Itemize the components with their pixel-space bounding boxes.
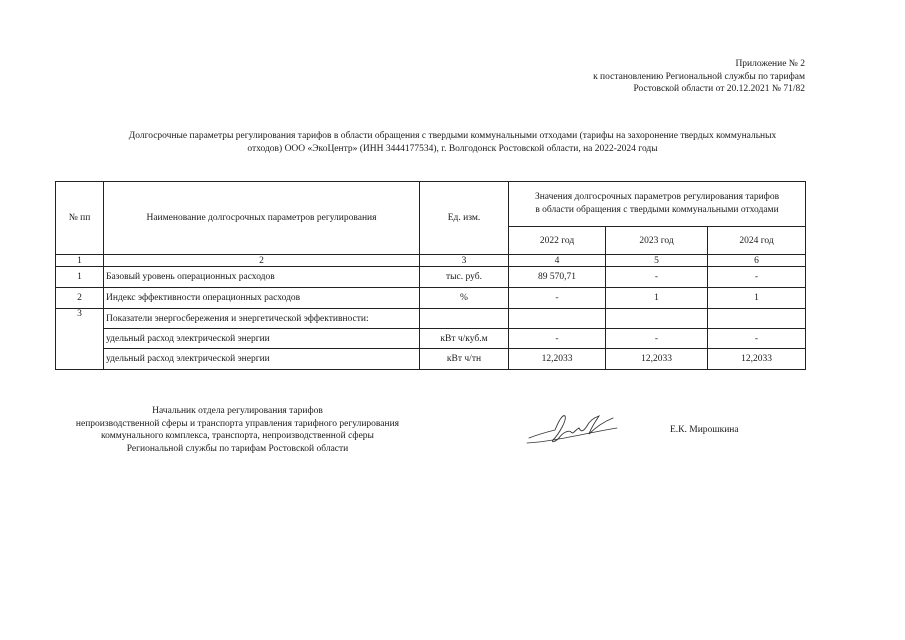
header-year-2023: 2023 год: [606, 227, 708, 255]
row-value-2024: [708, 309, 806, 329]
appendix-number: Приложение № 2: [735, 59, 805, 69]
col-number-6: 6: [708, 255, 806, 267]
row-num: 2: [56, 288, 104, 309]
row-name: удельный расход электрической энергии: [104, 329, 420, 349]
row-name: Базовый уровень операционных расходов: [104, 267, 420, 288]
handwritten-signature: [525, 408, 620, 450]
header-year-2022: 2022 год: [509, 227, 606, 255]
col-number-2: 2: [104, 255, 420, 267]
table-row: [56, 267, 806, 288]
row-value-2024: -: [708, 267, 806, 288]
row-value-2022: -: [509, 288, 606, 309]
row-name: Показатели энергосбережения и энергетической эффективности:: [104, 309, 420, 329]
row-value-2023: 12,2033: [606, 349, 708, 370]
header-unit: Ед. изм.: [420, 182, 509, 255]
row-num: 3: [56, 309, 104, 370]
appendix-header: [593, 58, 805, 96]
table-row: [56, 309, 806, 329]
row-unit: тыс. руб.: [420, 267, 509, 288]
row-value-2023: [606, 309, 708, 329]
row-unit: кВт ч/тн: [420, 349, 509, 370]
header-num: № пп: [56, 182, 104, 255]
row-value-2024: -: [708, 329, 806, 349]
row-unit: кВт ч/куб.м: [420, 329, 509, 349]
header-name: Наименование долгосрочных параметров регулирования: [104, 182, 420, 255]
signatory-position-line-2: непроизводственной сферы и транспорта управления тарифного регулирования: [75, 418, 400, 429]
row-unit: %: [420, 288, 509, 309]
row-value-2023: 1: [606, 288, 708, 309]
table-row: [56, 288, 806, 309]
row-num: 1: [56, 267, 104, 288]
table-row: [56, 349, 806, 370]
document-title-line-2: отходов) ООО «ЭкоЦентр» (ИНН 3444177534), г. Волгодонск Ростовской области, на 2022-2024 годы: [247, 143, 658, 154]
row-value-2022: 89 570,71: [509, 267, 606, 288]
header-values-line-2: в области обращения с твердыми коммунальными отходами: [535, 205, 779, 215]
header-year-2024: 2024 год: [708, 227, 806, 255]
col-number-3: 3: [420, 255, 509, 267]
row-value-2023: -: [606, 329, 708, 349]
header-values: [509, 182, 806, 227]
appendix-resolution: к постановлению Региональной службы по тарифам: [593, 71, 805, 82]
row-value-2024: 12,2033: [708, 349, 806, 370]
appendix-date: Ростовской области от 20.12.2021 № 71/82: [633, 84, 805, 94]
row-name: удельный расход электрической энергии: [104, 349, 420, 370]
signatory-position: [55, 405, 420, 455]
document-title: [60, 130, 845, 155]
signatory-name: Е.К. Мирошкина: [670, 425, 739, 435]
signatory-position-line-3: коммунального комплекса, транспорта, непроизводственной сферы: [101, 431, 374, 441]
signatory-position-line-4: Региональной службы по тарифам Ростовской области: [126, 443, 349, 454]
col-number-1: 1: [56, 255, 104, 267]
table-row: [56, 329, 806, 349]
col-number-4: 4: [509, 255, 606, 267]
row-unit: [420, 309, 509, 329]
col-number-5: 5: [606, 255, 708, 267]
row-name: Индекс эффективности операционных расходов: [104, 288, 420, 309]
row-value-2023: -: [606, 267, 708, 288]
row-value-2022: -: [509, 329, 606, 349]
header-values-line-1: Значения долгосрочных параметров регулирования тарифов: [534, 192, 780, 202]
row-value-2022: [509, 309, 606, 329]
row-value-2024: 1: [708, 288, 806, 309]
document-title-line-1: Долгосрочные параметры регулирования тарифов в области обращения с твердыми коммунальными отходами (тарифы на захоронение твердых коммунальных: [128, 131, 777, 141]
parameters-table: [55, 181, 806, 370]
row-value-2022: 12,2033: [509, 349, 606, 370]
signatory-position-line-1: Начальник отдела регулирования тарифов: [152, 406, 323, 416]
